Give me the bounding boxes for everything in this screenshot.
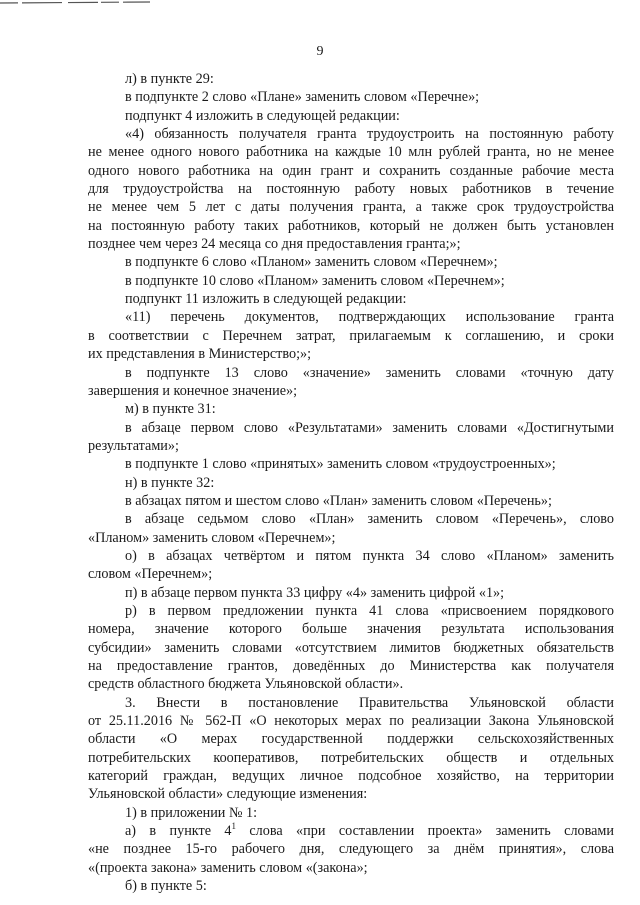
document-body [88, 70, 614, 895]
text-line: л) в пункте 29: [125, 71, 214, 87]
text-line: в подпункте 1 слово «принятых» заменить словом «трудоустроенных»; [125, 456, 556, 473]
text-line: в подпункте 2 слово «Плане» заменить словом «Перечне»; [125, 89, 480, 106]
text-line: п) в абзаце первом пункта 33 цифру «4» заменить цифрой «1»; [125, 584, 505, 601]
text-line: в подпункте 13 слово «значение» заменить словами «точную дату [125, 364, 614, 381]
text-line: «4) обязанность получателя гранта трудоустроить на постоянную работу [125, 126, 614, 143]
page-number: 9 [316, 44, 324, 59]
text-line [88, 822, 614, 840]
text-line: не менее чем 5 лет с даты получения гранта, а также срок трудоустройства [88, 199, 614, 216]
text-line: на постоянную работу таких работников, который не должен быть установлен [88, 217, 614, 234]
text-line: «(проекта закона» заменить словом «(закона»; [88, 859, 368, 876]
text-line: позднее чем через 24 месяца со дня предоставления гранта;»; [88, 236, 461, 253]
text-line: потребительских кооперативов, потребительских обществ и отдельных [88, 749, 614, 766]
text-line: «не позднее 15-го рабочего дня, следующего за днём принятия», слова [88, 841, 614, 858]
text-line: м) в пункте 31: [125, 401, 216, 418]
text-line: завершения и конечное значение»; [88, 382, 298, 399]
superscript: 1 [231, 821, 236, 832]
text-line: в подпункте 6 слово «Планом» заменить словом «Перечнем»; [125, 254, 498, 271]
scan-edge-artifact [0, 0, 190, 6]
text-line: в абзацах пятом и шестом слово «План» заменить словом «Перечень»; [125, 492, 552, 509]
text-line: словом «Перечнем»; [88, 566, 213, 583]
text-line: категорий граждан, ведущих личное подсобное хозяйство, на территории [88, 768, 614, 785]
text-line: одного нового работника на один грант и сохранить созданные рабочие места [88, 162, 614, 179]
text-line: области «О мерах государственной поддержки сельскохозяйственных [88, 731, 614, 748]
text-line: в абзаце первом слово «Результатами» заменить словами «Достигнутыми [125, 419, 614, 436]
text-line: номера, значение которого больше значения результата использования [88, 621, 614, 638]
text-line: «Планом» заменить словом «Перечнем»; [88, 529, 336, 546]
text-segment: слова «при составлении проекта» заменить словами [235, 823, 614, 840]
text-line: на предоставление грантов, доведённых до Министерства как получателя [88, 658, 614, 674]
text-line: р) в первом предложении пункта 41 слова «присвоением порядкового [125, 602, 614, 619]
text-line: результатами»; [88, 437, 179, 454]
text-line: их представления в Министерство;»; [88, 346, 312, 363]
text-line: «11) перечень документов, подтверждающих использование гранта [125, 309, 614, 326]
text-line: в подпункте 10 слово «Планом» заменить словом «Перечнем»; [125, 272, 505, 289]
text-line: н) в пункте 32: [125, 474, 215, 491]
text-line: 1) в приложении № 1: [125, 804, 258, 821]
text-line: не менее одного нового работника на каждые 10 млн рублей гранта, но не менее [88, 144, 614, 161]
text-line: средств областного бюджета Ульяновской области». [88, 676, 404, 693]
text-segment: а) в пункте 4 [125, 823, 232, 840]
text-line: для трудоустройства на постоянную работу новых работников в течение [88, 181, 614, 198]
text-line: в абзаце седьмом слово «План» заменить словом «Перечень», слово [125, 511, 614, 528]
text-line: от 25.11.2016 № 562-П «О некоторых мерах по реализации Закона Ульяновской [88, 713, 614, 730]
text-line: подпункт 4 изложить в следующей редакции: [125, 107, 400, 124]
text-line: б) в пункте 5: [125, 878, 207, 895]
text-line: о) в абзацах четвёртом и пятом пункта 34 слово «Планом» заменить [125, 547, 614, 564]
text-line: подпункт 11 изложить в следующей редакции: [125, 291, 407, 308]
text-line: Ульяновской области» следующие изменения: [88, 786, 368, 803]
text-line: субсидии» заменить словами «отсутствием лимитов бюджетных обязательств [88, 639, 614, 656]
text-line: 3. Внести в постановление Правительства Ульяновской области [125, 694, 614, 711]
text-line: в соответствии с Перечнем затрат, прилагаемым к соглашению, и сроки [88, 327, 614, 344]
